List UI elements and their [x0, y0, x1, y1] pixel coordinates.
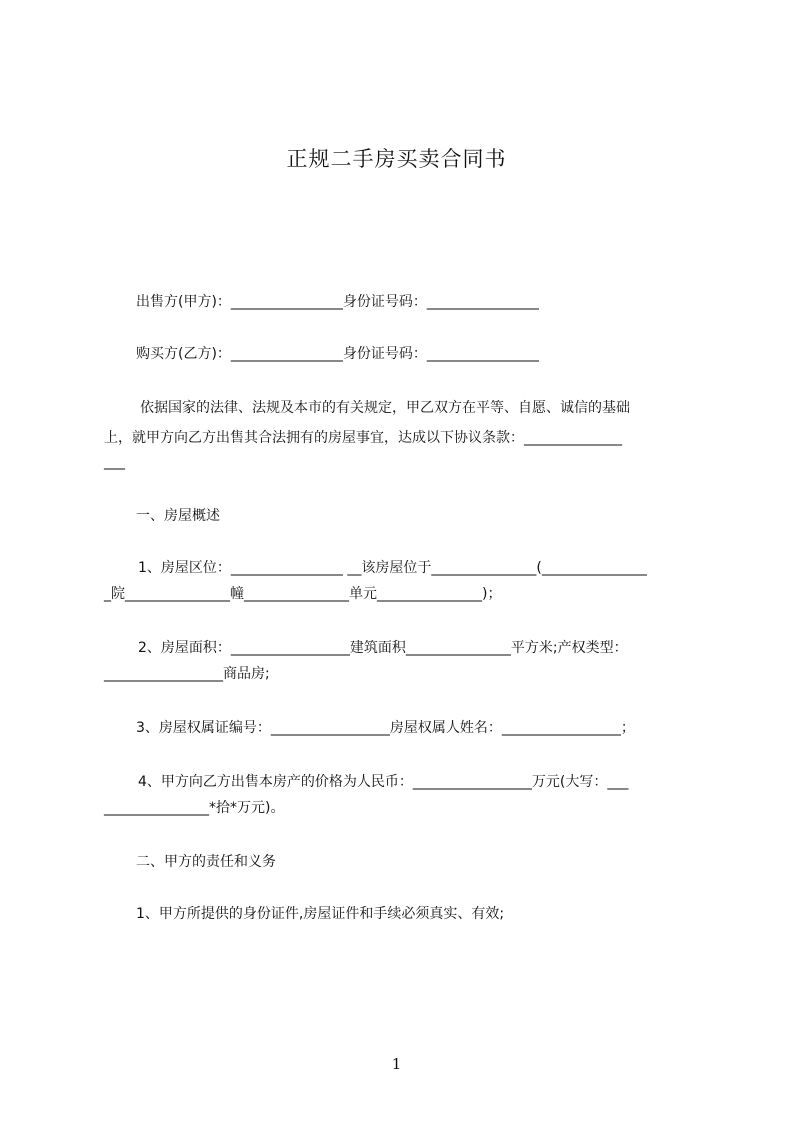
buyer-line: 购买方(乙方)：________________身份证号码：________________ — [136, 346, 539, 362]
intro-paragraph-line-2: 上，就甲方向乙方出售其合法拥有的房屋事宜，达成以下协议条款：______________ — [104, 430, 622, 446]
seller-line: 出售方(甲方)：________________身份证号码：________________ — [136, 294, 539, 310]
item-1-line-2: _院_______________幢_______________单元_______________)； — [104, 586, 502, 602]
intro-paragraph-line-1: 依据国家的法律、法规及本市的有关规定，甲乙双方在平等、自愿、诚信的基础 — [140, 400, 630, 416]
section-1-heading: 一、房屋概述 — [136, 508, 220, 524]
item-2-line-1: 2、房屋面积：_________________建筑面积_______________平方米;产权类型： — [138, 640, 628, 656]
item-1-line-1: 1、房屋区位：________________ __该房屋位于_______________(_______________ — [138, 560, 647, 576]
item-3-line-1: 3、房屋权属证编号：_________________房屋权属人姓名：_________________； — [136, 720, 635, 736]
intro-paragraph-line-3: ___ — [104, 454, 125, 470]
item-4-line-2: _______________*拾*万元)。 — [104, 800, 285, 816]
duty-1-line-1: 1、甲方所提供的身份证件,房屋证件和手续必须真实、有效; — [136, 906, 505, 922]
item-4-line-1: 4、甲方向乙方出售本房产的价格为人民币：_________________万元(大写：___ — [138, 774, 629, 790]
document-title: 正规二手房买卖合同书 — [286, 147, 507, 171]
section-2-heading: 二、甲方的责任和义务 — [136, 854, 276, 870]
item-2-line-2: _________________商品房; — [104, 666, 270, 682]
page-number: 1 — [391, 1055, 402, 1073]
